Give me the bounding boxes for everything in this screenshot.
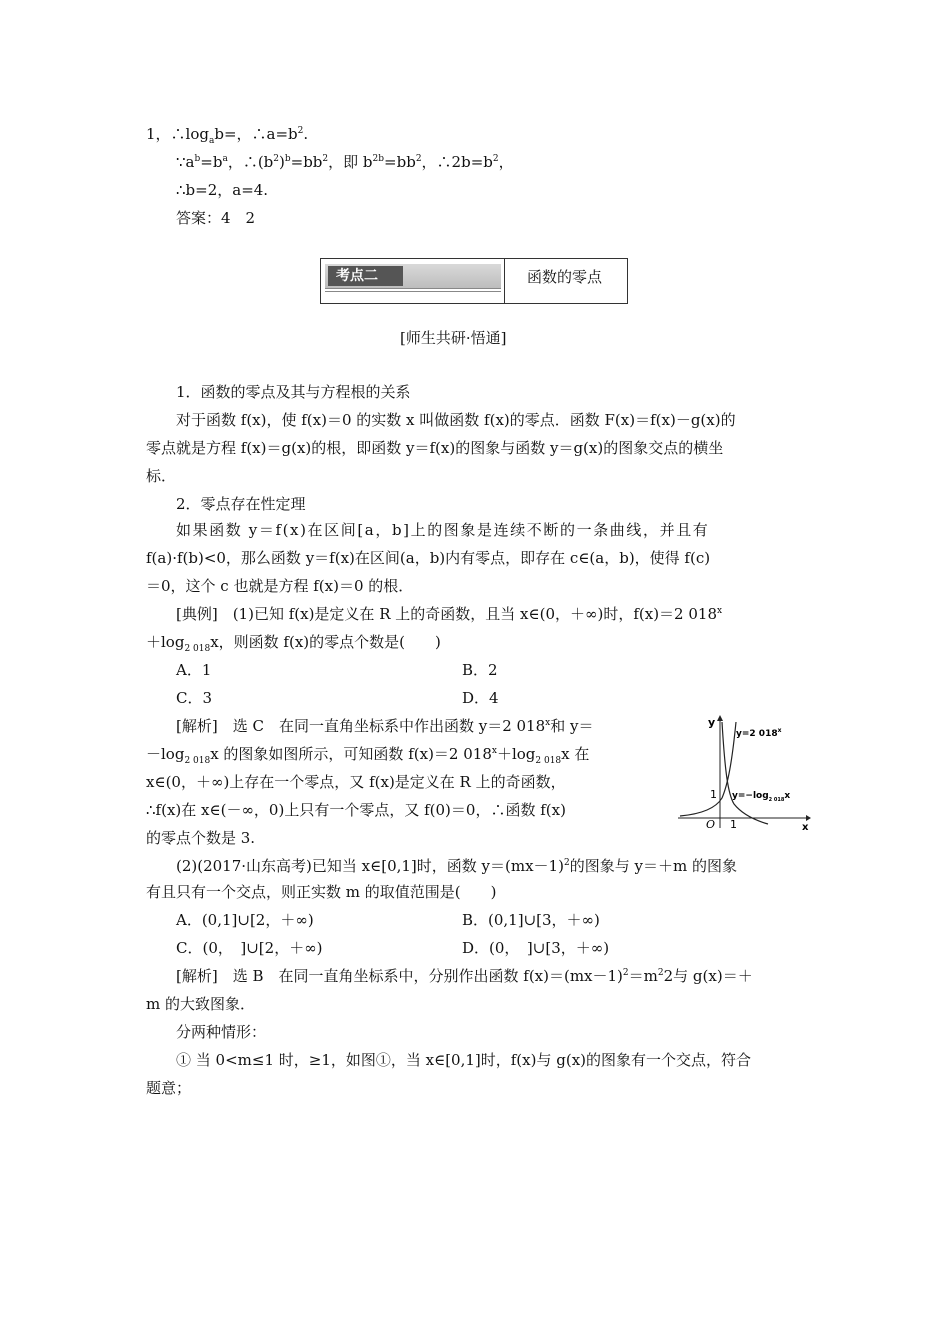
text-run: ，∴2b=b	[421, 153, 493, 171]
example2-line1	[176, 856, 737, 876]
superscript: 2	[297, 126, 304, 136]
example1-option-c: C．3	[176, 689, 213, 707]
superscript: 2	[273, 154, 280, 164]
origin-label: O	[706, 818, 716, 831]
text-run: 的图象与 y＝＋m 的图象	[569, 857, 737, 875]
subscript: 2 018	[184, 644, 211, 654]
function-graph	[672, 712, 812, 832]
example1-option-a: A．1	[176, 661, 212, 679]
solution2-line4: ① 当 0<m≤1 时，≥1，如图①，当 x∈[0,1]时，f(x)与 g(x)的图象有一个交点，符合	[176, 1051, 752, 1069]
example1-option-b: B．2	[462, 661, 498, 679]
prev-line-1: 1，$\therefore\log_ab=$，$\therefore a=b^2$.	[146, 125, 309, 146]
superscript: x	[545, 718, 551, 728]
text-run: x，则函数 f(x)的零点个数是( )	[210, 633, 441, 651]
section-badge	[325, 264, 501, 289]
superscript: b	[194, 154, 201, 164]
answer-line: 答案：4 2	[176, 209, 256, 227]
text-run: =bb	[290, 153, 323, 171]
text-run: (2)(2017·山东高考)已知当 x∈[0,1]时，函数 y＝(mx－1)	[176, 857, 564, 875]
x-one-label: 1	[730, 818, 737, 831]
superscript: 2	[492, 154, 499, 164]
example2-option-a: A．(0,1]∪[2，＋∞)	[176, 911, 314, 929]
example2-option-b: B．(0,1]∪[3，＋∞)	[462, 911, 600, 929]
section-title: 函数的零点	[527, 268, 603, 286]
solution1-line3: x∈(0，＋∞)上存在一个零点，又 f(x)是定义在 R 上的奇函数，	[146, 773, 566, 791]
example1-line2	[146, 632, 441, 652]
superscript: 2	[657, 968, 664, 978]
text-run: )	[279, 153, 285, 171]
para-2a: 如果函数 y＝f(x)在区间[a，b]上的图象是连续不断的一条曲线，并且有	[176, 521, 710, 539]
example1-option-d: D．4	[462, 689, 499, 707]
solution2-line3: 分两种情形：	[176, 1023, 267, 1041]
superscript: 2b	[372, 154, 385, 164]
text-run: ∵a	[176, 153, 195, 171]
para-1c: 标．	[146, 467, 177, 485]
solution1-line1	[176, 716, 593, 736]
text-run: ，∴(b	[227, 153, 274, 171]
y-axis-label: y	[708, 716, 716, 729]
solution2-line1	[176, 966, 753, 986]
solution1-line4: ∴f(x)在 x∈(－∞，0)上只有一个零点，又 f(0)＝0，∴函数 f(x)	[146, 801, 566, 819]
text-run: x 的图象如图所示，可知函数 f(x)＝2 018	[210, 745, 492, 763]
para-1a: 对于函数 f(x)，使 f(x)＝0 的实数 x 叫做函数 f(x)的零点．函数 F(x)＝f(x)－g(x)的	[176, 411, 736, 429]
example2-option-c: C．(0， ]∪[2，＋∞)	[176, 939, 323, 957]
label-text: y=2 018	[736, 729, 778, 739]
text-run: b=，∴a=b	[214, 125, 298, 143]
example1-line1	[176, 604, 722, 624]
label-text: y=−log	[732, 791, 769, 801]
prev-line-2	[176, 152, 514, 172]
text-run: ＝m	[628, 967, 658, 985]
solution1-line2	[146, 744, 589, 764]
text-run: 2与 g(x)＝＋	[663, 967, 753, 985]
text-run: [典例] (1)已知 f(x)是定义在 R 上的奇函数，且当 x∈(0，＋∞)时，f(x)＝2 018	[176, 605, 717, 623]
para-1b: 零点就是方程 f(x)＝g(x)的根，即函数 y＝f(x)的图象与函数 y＝g(x)的图象交点的横坐	[146, 439, 724, 457]
text-run: =b	[200, 153, 223, 171]
superscript: 2	[563, 858, 570, 868]
text-run: [解析] 选 C 在同一直角坐标系中作出函数 y＝2 018	[176, 717, 546, 735]
heading-2: 2．零点存在性定理	[176, 495, 306, 513]
superscript: a	[222, 154, 228, 164]
x-axis-arrow	[806, 815, 811, 821]
superscript: 2	[322, 154, 329, 164]
text-run: ，即 b	[328, 153, 373, 171]
subscript: a	[208, 136, 215, 146]
example2-option-d: D．(0， ]∪[3，＋∞)	[462, 939, 610, 957]
text-run: 1，∴log	[146, 125, 209, 143]
example2-line2: 有且只有一个交点，则正实数 m 的取值范围是( )	[146, 883, 497, 901]
section-header	[320, 258, 628, 304]
superscript: x	[491, 746, 497, 756]
log-curve-label	[732, 791, 790, 803]
exp-curve-label	[736, 727, 782, 739]
y-axis-arrow	[717, 715, 723, 721]
subscript: 2 018	[535, 756, 562, 766]
text-run: 和 y＝	[550, 717, 594, 735]
label-sub: 2 018	[768, 797, 785, 803]
superscript: x	[717, 606, 723, 616]
solution2-line5: 题意；	[146, 1079, 192, 1097]
text-run: =bb	[384, 153, 416, 171]
label-x: x	[784, 791, 791, 801]
text-run: ＋log	[496, 745, 536, 763]
header-divider	[504, 259, 505, 303]
label-sup: x	[777, 727, 782, 734]
x-axis-label: x	[802, 822, 809, 832]
text-run: －log	[146, 745, 185, 763]
superscript: 2	[415, 154, 422, 164]
text-run: [解析] 选 B 在同一直角坐标系中，分别作出函数 f(x)＝(mx－1)	[176, 967, 623, 985]
text-run: ＋log	[146, 633, 185, 651]
y-one-label: 1	[710, 788, 717, 801]
text-run: ，	[498, 153, 514, 171]
subscript: 2 018	[184, 756, 211, 766]
para-2c: ＝0，这个 c 也就是方程 f(x)＝0 的根．	[146, 577, 414, 595]
superscript: 2	[622, 968, 629, 978]
subtitle: [师生共研·悟通]	[400, 329, 507, 347]
solution1-line5: 的零点个数是 3.	[146, 829, 256, 847]
para-2b: f(a)·f(b)<0，那么函数 y＝f(x)在区间(a，b)内有零点，即存在 c∈(a，b)，使得 f(c)	[146, 549, 711, 567]
solution2-line2: m 的大致图象．	[146, 995, 255, 1013]
exp-curve	[680, 722, 736, 816]
badge-label: 考点二	[328, 266, 403, 286]
badge-underline	[325, 291, 501, 292]
heading-1: 1．函数的零点及其与方程根的关系	[176, 383, 411, 401]
superscript: b	[284, 154, 291, 164]
text-run: x 在	[561, 745, 590, 763]
prev-line-3: ∴b=2，a=4.	[176, 181, 269, 199]
